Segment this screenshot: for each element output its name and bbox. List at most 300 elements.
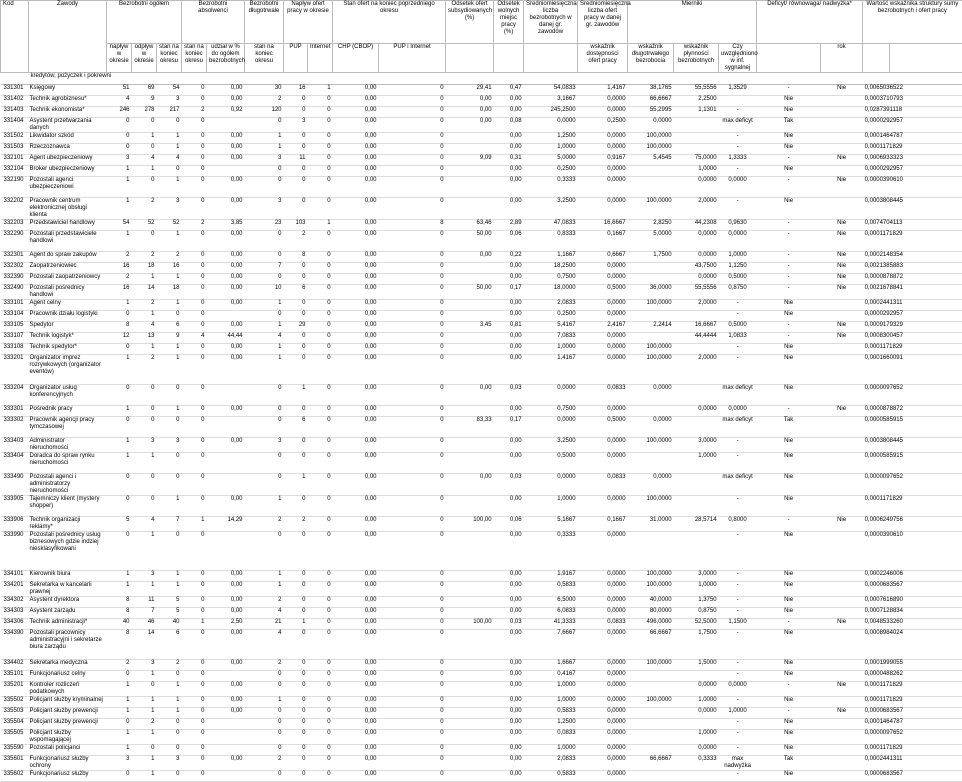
table-row bbox=[1, 756, 962, 771]
cell-value: 496,0000 bbox=[628, 619, 674, 630]
cell-value: 0 bbox=[182, 311, 207, 322]
cell-value: 100,00 bbox=[446, 619, 494, 630]
table-row bbox=[1, 745, 962, 756]
cell-value: Nie bbox=[757, 571, 821, 582]
cell-value: - bbox=[757, 274, 821, 285]
cell-value bbox=[674, 344, 719, 355]
table-row bbox=[1, 300, 962, 311]
table-row bbox=[1, 311, 962, 322]
cell-value: 3 bbox=[157, 438, 182, 453]
cell-code: 334402 bbox=[1, 660, 29, 671]
cell-value: 0 bbox=[132, 406, 157, 417]
cell-code: 334303 bbox=[1, 608, 29, 619]
cell-value: 1 bbox=[245, 144, 284, 155]
cell-value: 0,00 bbox=[333, 300, 379, 311]
cell-value: 0 bbox=[379, 730, 446, 745]
cell-value: 0 bbox=[379, 322, 446, 333]
cell-value: Nie bbox=[821, 252, 863, 263]
cell-code: 335602 bbox=[1, 771, 29, 782]
cell-value: 0,0001171829 bbox=[863, 697, 890, 708]
cell-value: Nie bbox=[821, 333, 863, 344]
cell-value: 0 bbox=[284, 438, 308, 453]
cell-value: 0 bbox=[157, 385, 182, 406]
cell-value: 0,0000 bbox=[578, 198, 628, 220]
cell-value: 0,0000 bbox=[719, 231, 757, 252]
cell-value: 3,0000 bbox=[674, 571, 719, 582]
cell-value: 0,0008984024 bbox=[863, 630, 890, 660]
table-row bbox=[1, 697, 962, 708]
cell-name: Asystent dyrektora bbox=[29, 597, 107, 608]
cell-value: 4 bbox=[245, 608, 284, 619]
table-row bbox=[1, 619, 962, 630]
header-blank-3 bbox=[524, 44, 578, 73]
cell-value: 0,00 bbox=[333, 263, 379, 274]
cell-value: 2 bbox=[132, 198, 157, 220]
cell-value: 0,00 bbox=[207, 274, 245, 285]
cell-value: 1 bbox=[182, 619, 207, 630]
cell-value: 0 bbox=[379, 756, 446, 771]
cell-value: 0,0000 bbox=[628, 118, 674, 133]
cell-name: Zaopatrzeniowiec bbox=[29, 263, 107, 274]
cell-value: 2,0000 bbox=[674, 300, 719, 311]
table-row bbox=[1, 274, 962, 285]
cell-value: 0,0006933323 bbox=[863, 155, 890, 166]
cell-value bbox=[446, 438, 494, 453]
cell-value: Nie bbox=[821, 85, 863, 96]
cell-value: 11 bbox=[132, 597, 157, 608]
cell-code: 335502 bbox=[1, 697, 29, 708]
cell-value: 6 bbox=[157, 322, 182, 333]
header-blank-2 bbox=[494, 44, 524, 73]
cell-value bbox=[207, 118, 245, 133]
cell-value: 0,00 bbox=[494, 682, 524, 697]
cell-value: 0,0001999055 bbox=[863, 660, 890, 671]
cell-value: 0,00 bbox=[494, 355, 524, 385]
cell-value: 3,2500 bbox=[524, 438, 578, 453]
cell-value: 0 bbox=[182, 177, 207, 198]
cell-value: 2 bbox=[132, 252, 157, 263]
cell-name: Pozostali pracownicy administracyjni i sekretarze biura zarządu bbox=[29, 630, 107, 660]
cell-value: 0 bbox=[308, 682, 333, 697]
cell-value bbox=[821, 660, 863, 671]
cell-value: 1,0833 bbox=[719, 333, 757, 344]
cell-value: 1 bbox=[157, 231, 182, 252]
cell-value: 0 bbox=[245, 453, 284, 474]
cell-code: 333105 bbox=[1, 322, 29, 333]
cell-value: 0,0000585915 bbox=[863, 453, 890, 474]
cell-code: 335201 bbox=[1, 682, 29, 697]
cell-value: 0 bbox=[157, 671, 182, 682]
cell-name: Pozostali agenci i administratorzy nieruchomości bbox=[29, 474, 107, 496]
cell-value: 0 bbox=[308, 730, 333, 745]
cell-value: 1,0000 bbox=[524, 344, 578, 355]
cell-value: 0 bbox=[107, 118, 132, 133]
cell-value: 0 bbox=[182, 417, 207, 438]
cell-value: 0 bbox=[107, 144, 132, 155]
cell-value: 0,5833 bbox=[524, 708, 578, 719]
cell-value: 0,00 bbox=[494, 133, 524, 144]
cell-value: - bbox=[757, 155, 821, 166]
cell-value: 0,00 bbox=[333, 220, 379, 231]
cell-value: 2 bbox=[284, 231, 308, 252]
cell-value: 5 bbox=[157, 608, 182, 619]
cell-value: Nie bbox=[757, 608, 821, 619]
cell-value: 3,1667 bbox=[524, 96, 578, 107]
cell-value: 0 bbox=[308, 177, 333, 198]
cell-value: 44,2308 bbox=[674, 220, 719, 231]
cell-value: 0,0009179329 bbox=[863, 322, 890, 333]
cell-value: 1,0000 bbox=[674, 453, 719, 474]
cell-value: 1 bbox=[132, 274, 157, 285]
cell-value bbox=[446, 263, 494, 274]
cell-value: 0,0000 bbox=[719, 682, 757, 697]
cell-value: 0,00 bbox=[333, 671, 379, 682]
cell-value: 0 bbox=[284, 730, 308, 745]
cell-code: 332101 bbox=[1, 155, 29, 166]
cell-value: 0,00 bbox=[207, 438, 245, 453]
cell-value: 1 bbox=[132, 133, 157, 144]
cell-value: 0 bbox=[284, 333, 308, 344]
cell-value: 0 bbox=[157, 311, 182, 322]
cell-value: 21 bbox=[245, 619, 284, 630]
cell-value: 1 bbox=[157, 682, 182, 697]
cell-name: Pozostali pośrednicy handlowi bbox=[29, 285, 107, 300]
cell-value: 0 bbox=[379, 385, 446, 406]
cell-value bbox=[207, 745, 245, 756]
cell-value: 1,0000 bbox=[719, 708, 757, 719]
header-naplyw: napływ w okresie bbox=[107, 44, 132, 73]
cell-value: 0 bbox=[308, 107, 333, 118]
header-stan-ofert: Stan ofert na koniec poprzedniego okresu bbox=[333, 1, 446, 44]
cell-value: Nie bbox=[821, 263, 863, 274]
cell-value: 0,03 bbox=[494, 619, 524, 630]
cell-value bbox=[821, 133, 863, 144]
cell-value bbox=[446, 333, 494, 344]
cell-value: 0,0021678841 bbox=[863, 285, 890, 300]
cell-value: 40,0000 bbox=[628, 597, 674, 608]
cell-value: 0 bbox=[132, 496, 157, 517]
cell-value: 1 bbox=[107, 453, 132, 474]
cell-value: Nie bbox=[821, 708, 863, 719]
cell-value: 10 bbox=[245, 285, 284, 300]
cell-value: 55,5556 bbox=[674, 285, 719, 300]
cell-value: 0 bbox=[182, 571, 207, 582]
cell-value: 0 bbox=[245, 274, 284, 285]
cell-value: 0,9167 bbox=[578, 155, 628, 166]
cell-value: 2 bbox=[245, 597, 284, 608]
cell-value: 0,8750 bbox=[674, 608, 719, 619]
table-row bbox=[1, 252, 962, 263]
cell-value: 0,00 bbox=[333, 697, 379, 708]
cell-value: 0,0002148354 bbox=[863, 252, 890, 263]
cell-value: 0,0000097652 bbox=[863, 730, 890, 745]
cell-value: 0 bbox=[182, 231, 207, 252]
cell-value: 0,3333 bbox=[674, 756, 719, 771]
header-pup-internet: PUP i Internet bbox=[379, 44, 446, 73]
cell-value: 0 bbox=[284, 682, 308, 697]
cell-code: 334390 bbox=[1, 630, 29, 660]
cell-value: 0,0001171829 bbox=[863, 745, 890, 756]
cell-value: 0 bbox=[308, 406, 333, 417]
cell-value: 7 bbox=[157, 517, 182, 532]
cell-value: 0 bbox=[379, 252, 446, 263]
cell-value: 0,00 bbox=[446, 118, 494, 133]
cell-name: Pracownik centrum elektronicznej obsługi klienta bbox=[29, 198, 107, 220]
cell-value: 0,00 bbox=[494, 300, 524, 311]
cell-value: 4 bbox=[245, 630, 284, 660]
table-row bbox=[1, 532, 962, 571]
cell-value: 0,00 bbox=[333, 417, 379, 438]
cell-value: - bbox=[719, 311, 757, 322]
header-czy-uwzgl: Czy uwzględniono w inf. sygnalnej bbox=[719, 44, 757, 73]
cell-value: 8 bbox=[284, 252, 308, 263]
cell-value: - bbox=[719, 597, 757, 608]
cell-value: 36,0000 bbox=[628, 285, 674, 300]
cell-value: 0,0000 bbox=[524, 118, 578, 133]
cell-value: 0 bbox=[308, 133, 333, 144]
cell-value: 0,00 bbox=[207, 198, 245, 220]
cell-value: 9,09 bbox=[446, 155, 494, 166]
cell-value: 0 bbox=[284, 571, 308, 582]
cell-value: 0 bbox=[308, 619, 333, 630]
cell-value bbox=[821, 597, 863, 608]
cell-value: 1,1667 bbox=[524, 252, 578, 263]
header-mierniki: Mierniki bbox=[628, 1, 757, 44]
cell-value: 0 bbox=[284, 453, 308, 474]
cell-value: 0,00 bbox=[207, 96, 245, 107]
cell-value: 3,85 bbox=[207, 220, 245, 231]
cell-value bbox=[821, 144, 863, 155]
cell-value: 1,0000 bbox=[719, 252, 757, 263]
cell-value: 0 bbox=[379, 417, 446, 438]
cell-value: 0 bbox=[379, 333, 446, 344]
cell-value: 0,0074704113 bbox=[863, 220, 890, 231]
cell-value bbox=[446, 355, 494, 385]
cell-value: 66,6667 bbox=[628, 96, 674, 107]
header-rok: rok bbox=[821, 44, 863, 73]
cell-value: 0,00 bbox=[207, 85, 245, 96]
cell-value: 0,00 bbox=[333, 438, 379, 453]
cell-value: 0,00 bbox=[333, 96, 379, 107]
cell-value: 0,6667 bbox=[578, 252, 628, 263]
cell-value: 0 bbox=[379, 571, 446, 582]
cell-value: 0,00 bbox=[494, 198, 524, 220]
cell-value: 38,1765 bbox=[628, 85, 674, 96]
cell-value: 0 bbox=[284, 107, 308, 118]
cell-value: Nie bbox=[821, 322, 863, 333]
cell-value bbox=[821, 344, 863, 355]
cell-value: 0,00 bbox=[494, 107, 524, 118]
cell-value: Nie bbox=[757, 660, 821, 671]
cell-value: 0 bbox=[284, 166, 308, 177]
header-blank-5 bbox=[863, 44, 890, 73]
cell-value: - bbox=[719, 355, 757, 385]
cell-value: 0 bbox=[157, 474, 182, 496]
table-row bbox=[1, 355, 962, 385]
cell-value: - bbox=[719, 571, 757, 582]
cell-name: Agent do spraw zakupów bbox=[29, 252, 107, 263]
cell-value: 246 bbox=[107, 107, 132, 118]
cell-value: 1 bbox=[157, 708, 182, 719]
cell-value bbox=[446, 745, 494, 756]
cell-value: 0,0000 bbox=[578, 355, 628, 385]
cell-value: 0 bbox=[284, 745, 308, 756]
cell-value: 0,06 bbox=[494, 517, 524, 532]
cell-value: 0,0000 bbox=[524, 417, 578, 438]
cell-value: 0,00 bbox=[333, 719, 379, 730]
table-row bbox=[1, 406, 962, 417]
table-row bbox=[1, 517, 962, 532]
cell-value: - bbox=[757, 220, 821, 231]
cell-value bbox=[674, 118, 719, 133]
cell-value: 0,00 bbox=[494, 532, 524, 571]
cell-value: 0 bbox=[308, 630, 333, 660]
cell-value: 0 bbox=[182, 274, 207, 285]
table-row bbox=[1, 96, 962, 107]
cell-value: 0 bbox=[182, 438, 207, 453]
cell-code: 334101 bbox=[1, 571, 29, 582]
cell-value: 1,5000 bbox=[674, 660, 719, 671]
cell-value bbox=[674, 496, 719, 517]
cell-value: 0,08 bbox=[494, 118, 524, 133]
cell-value: 55,5556 bbox=[674, 85, 719, 96]
cell-value: 120 bbox=[245, 107, 284, 118]
cell-value: 0,0000 bbox=[674, 708, 719, 719]
cell-value: - bbox=[757, 177, 821, 198]
cell-value bbox=[628, 166, 674, 177]
cell-value bbox=[207, 453, 245, 474]
cell-value bbox=[446, 671, 494, 682]
table-row bbox=[1, 333, 962, 344]
cell-name: Technik spedytor* bbox=[29, 344, 107, 355]
cell-value bbox=[821, 571, 863, 582]
cell-value bbox=[821, 198, 863, 220]
cell-value: - bbox=[757, 682, 821, 697]
header-udzial: udział w % do ogółem bezrobotnych bbox=[207, 44, 245, 73]
cell-value: 1 bbox=[157, 144, 182, 155]
cell-value: 0,00 bbox=[494, 96, 524, 107]
cell-value: 0,00 bbox=[333, 231, 379, 252]
cell-value: Nie bbox=[757, 582, 821, 597]
cell-value: 0 bbox=[182, 166, 207, 177]
cell-value: 1,1500 bbox=[719, 619, 757, 630]
cell-value bbox=[674, 311, 719, 322]
cell-name: Pośrednik pracy bbox=[29, 406, 107, 417]
cell-value: 0 bbox=[157, 453, 182, 474]
cell-value: 0,0000 bbox=[578, 756, 628, 771]
table-row bbox=[1, 438, 962, 453]
cell-value: 0,00 bbox=[494, 274, 524, 285]
cell-value: 0,0001171829 bbox=[863, 682, 890, 697]
cell-code: 333107 bbox=[1, 333, 29, 344]
cell-value bbox=[674, 771, 719, 782]
cell-value: 0,00 bbox=[333, 406, 379, 417]
table-row bbox=[1, 107, 962, 118]
cell-value: 6 bbox=[284, 417, 308, 438]
cell-value: 0,00 bbox=[494, 333, 524, 344]
cell-value: 1 bbox=[245, 355, 284, 385]
cell-value: 0 bbox=[308, 708, 333, 719]
cell-value: 43,7500 bbox=[674, 263, 719, 274]
cell-value: 245,2500 bbox=[524, 107, 578, 118]
cell-value: 100,0000 bbox=[628, 660, 674, 671]
cell-value: 0,00 bbox=[494, 582, 524, 597]
cell-value: 0,00 bbox=[494, 671, 524, 682]
cell-value: Nie bbox=[757, 198, 821, 220]
cell-value: Nie bbox=[821, 406, 863, 417]
cell-value: 0,0000683567 bbox=[863, 771, 890, 782]
cell-name: Pozostali policjanci bbox=[29, 745, 107, 756]
cell-value: 0,00 bbox=[333, 619, 379, 630]
header-srednio-ofert: Średniomiesięczna liczba ofert pracy w danej gr. zawodów bbox=[578, 1, 628, 44]
cell-value: 2 bbox=[245, 660, 284, 671]
cell-value bbox=[674, 719, 719, 730]
cell-name: Funkcjonariusz służby bbox=[29, 771, 107, 782]
cell-value: 0,00 bbox=[207, 252, 245, 263]
cell-value: 0 bbox=[308, 285, 333, 300]
cell-value: 0 bbox=[308, 660, 333, 671]
cell-code: 334201 bbox=[1, 582, 29, 597]
cell-value: 0 bbox=[379, 708, 446, 719]
cell-value: 0 bbox=[107, 344, 132, 355]
cell-value: 0,2500 bbox=[524, 166, 578, 177]
cell-value: 0 bbox=[182, 385, 207, 406]
cell-code: 331403 bbox=[1, 107, 29, 118]
cell-value: 0 bbox=[379, 719, 446, 730]
cell-value bbox=[628, 719, 674, 730]
cell-value: 0,00 bbox=[446, 474, 494, 496]
cell-name: Księgowy bbox=[29, 85, 107, 96]
cell-value: 0 bbox=[379, 582, 446, 597]
cell-value: 0,00 bbox=[446, 107, 494, 118]
cell-value: 3 bbox=[157, 756, 182, 771]
cell-name: Policjant służby kryminalnej bbox=[29, 697, 107, 708]
cell-value: Nie bbox=[757, 745, 821, 756]
cell-value bbox=[446, 708, 494, 719]
cell-value bbox=[821, 719, 863, 730]
cell-value: 0 bbox=[379, 496, 446, 517]
cell-value: 1 bbox=[157, 496, 182, 517]
cell-value: 1 bbox=[245, 582, 284, 597]
cell-value: 6,0833 bbox=[524, 608, 578, 619]
cell-value: - bbox=[719, 133, 757, 144]
cell-value bbox=[628, 406, 674, 417]
cell-value: - bbox=[757, 333, 821, 344]
cell-value: 0,00 bbox=[333, 660, 379, 671]
cell-value: - bbox=[719, 198, 757, 220]
cell-value: - bbox=[757, 263, 821, 274]
cell-name: Technik administracji* bbox=[29, 619, 107, 630]
cell-value bbox=[207, 474, 245, 496]
cell-value: 16 bbox=[157, 263, 182, 274]
cell-value: 0 bbox=[132, 231, 157, 252]
cell-code: 331503 bbox=[1, 144, 29, 155]
cell-value: 4 bbox=[107, 96, 132, 107]
header-wsk-plynnosci: wskaźnik płynności bezrobotnych bbox=[674, 44, 719, 73]
cell-value: 100,0000 bbox=[628, 438, 674, 453]
cell-value: 16,6667 bbox=[674, 322, 719, 333]
table-row bbox=[1, 198, 962, 220]
cell-code: 333201 bbox=[1, 355, 29, 385]
cell-value bbox=[628, 682, 674, 697]
cell-value: - bbox=[757, 285, 821, 300]
cell-name: Asystent zarządu bbox=[29, 608, 107, 619]
cell-value: 0,0002246006 bbox=[863, 571, 890, 582]
cell-value: 0,00 bbox=[207, 263, 245, 274]
cell-value: 1 bbox=[245, 697, 284, 708]
cell-value bbox=[446, 582, 494, 597]
cell-value: Nie bbox=[757, 630, 821, 660]
